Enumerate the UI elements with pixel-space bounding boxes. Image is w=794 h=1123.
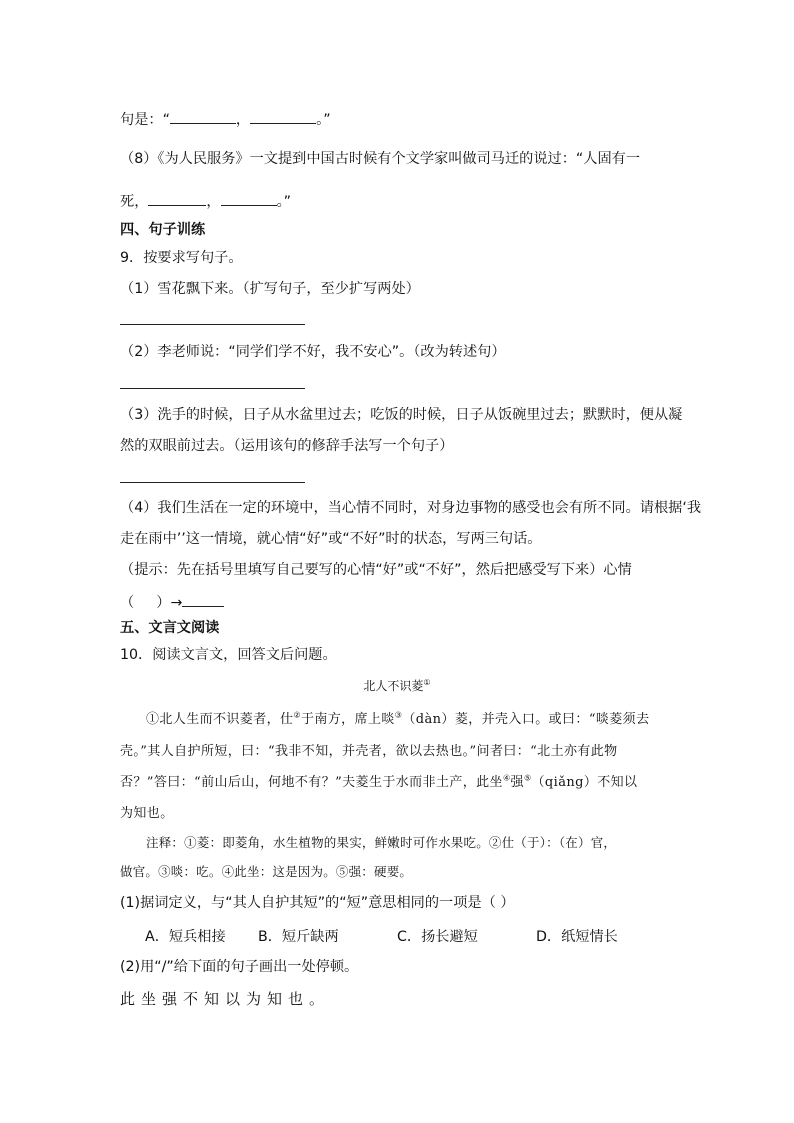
passage-text: 强 (510, 775, 524, 790)
answer-blank[interactable] (182, 592, 224, 607)
q8-line-7 (120, 109, 331, 129)
option-c[interactable]: C．扬长避短 (397, 929, 478, 945)
section-4-heading: 四、句子训练 (120, 222, 206, 238)
q8-line7-sep: ， (235, 112, 251, 128)
annotation-line-1: 注释：①菱：即菱角，水生植物的果实，鲜嫩时可作水果吃。②仕（于）：（在）官， (146, 835, 617, 850)
q8-line8b-sep: ， (206, 194, 221, 210)
passage-title-text: 北人不识菱 (363, 679, 424, 693)
q9-sub-3a: （3）洗手的时候，日子从水盆里过去；吃饭的时候，日子从饭碗里过去；默默时，便从凝 (120, 407, 683, 423)
passage-text: （qiǎng）不知以 (531, 775, 638, 790)
question-9: 9．按要求写句子。 (120, 250, 243, 266)
q9-sub-4d (120, 592, 224, 612)
q9-sub-4a: （4）我们生活在一定的环境中，当心情不同时，对身边事物的感受也会有所不同。请根据‘我 (120, 500, 702, 516)
q8-line7-end: 。” (316, 112, 331, 128)
q8-line7-prefix: 句是：“ (120, 112, 170, 128)
q8-line8b-prefix: 死， (120, 194, 149, 210)
question-10: 10．阅读文言文，回答文后问题。 (120, 647, 337, 663)
q9-sub-3b: 然的双眼前过去。（运用该句的修辞手法写一个句子） (120, 438, 454, 454)
footnote-mark: ① (423, 678, 431, 687)
passage-title (0, 677, 794, 694)
option-d[interactable]: D．纸短情长 (536, 929, 618, 945)
answer-blank[interactable] (221, 191, 277, 206)
passage-line-1 (146, 708, 649, 727)
q9-sub-2: （2）李老师说：“同学们学不好，我不安心”。（改为转述句） (120, 344, 506, 360)
paren-open: （ (120, 595, 135, 611)
passage-line-4: 为知也。 (120, 806, 174, 821)
answer-blank[interactable] (170, 109, 236, 124)
annotation-line-2: 做官。③啖：吃。④此坐：这是因为。⑤强：硬要。 (120, 864, 413, 879)
passage-text: （dàn）菱，并壳入口。或曰：“啖菱须去 (402, 712, 650, 727)
answer-line[interactable] (120, 324, 305, 325)
answer-line[interactable] (120, 388, 305, 389)
q8-line8b-end: 。” (276, 194, 292, 210)
passage-line-2: 壳。”其人自护所短，曰：“我非不知，并壳者，欲以去热也。”问者曰：“北土亦有此物 (120, 744, 618, 759)
answer-blank[interactable] (148, 191, 206, 206)
answer-blank[interactable] (250, 109, 316, 124)
paren-close-arrow: ）→ (156, 595, 183, 611)
answer-line[interactable] (120, 482, 305, 483)
passage-text: 否？”答曰：“前山后山，何地不有？”夫菱生于水而非土产，此坐 (120, 775, 503, 790)
q9-sub-1: （1）雪花飘下来。（扩写句子，至少扩写两处） (120, 281, 420, 297)
passage-line-3 (120, 771, 637, 790)
option-b[interactable]: B．短斤缺两 (258, 929, 339, 945)
footnote-mark: ③ (394, 710, 403, 720)
q9-sub-4b: 走在雨中’’这一情境，就心情“好”或“不好”时的状态，写两三句话。 (120, 531, 542, 547)
passage-text: ①北人生而不识菱者，仕 (146, 712, 294, 727)
option-a[interactable]: A．短兵相接 (145, 929, 226, 945)
section-5-heading: 五、文言文阅读 (120, 620, 220, 636)
q10-sub-2: (2)用“/”给下面的句子画出一处停顿。 (120, 959, 359, 975)
q9-sub-4c: （提示：先在括号里填写自己要写的心情“好”或“不好”，然后把感受写下来）心情 (120, 562, 632, 578)
passage-text: 于南方，席上啖 (300, 712, 395, 727)
footnote-mark: ④ (502, 773, 511, 783)
q10-sub-1: (1)据词定义，与“其人自护其短”的“短”意思相同的一项是（ ） (120, 895, 515, 911)
pause-sentence[interactable]: 此坐强不知以为知也。 (120, 990, 331, 1008)
footnote-mark: ② (293, 710, 301, 720)
q8-line-8: （8）《为人民服务》一文提到中国古时候有个文学家叫做司马迁的说过：“人固有一 (120, 151, 641, 167)
q8-line-8b (120, 191, 291, 211)
footnote-mark: ⑤ (523, 773, 532, 783)
